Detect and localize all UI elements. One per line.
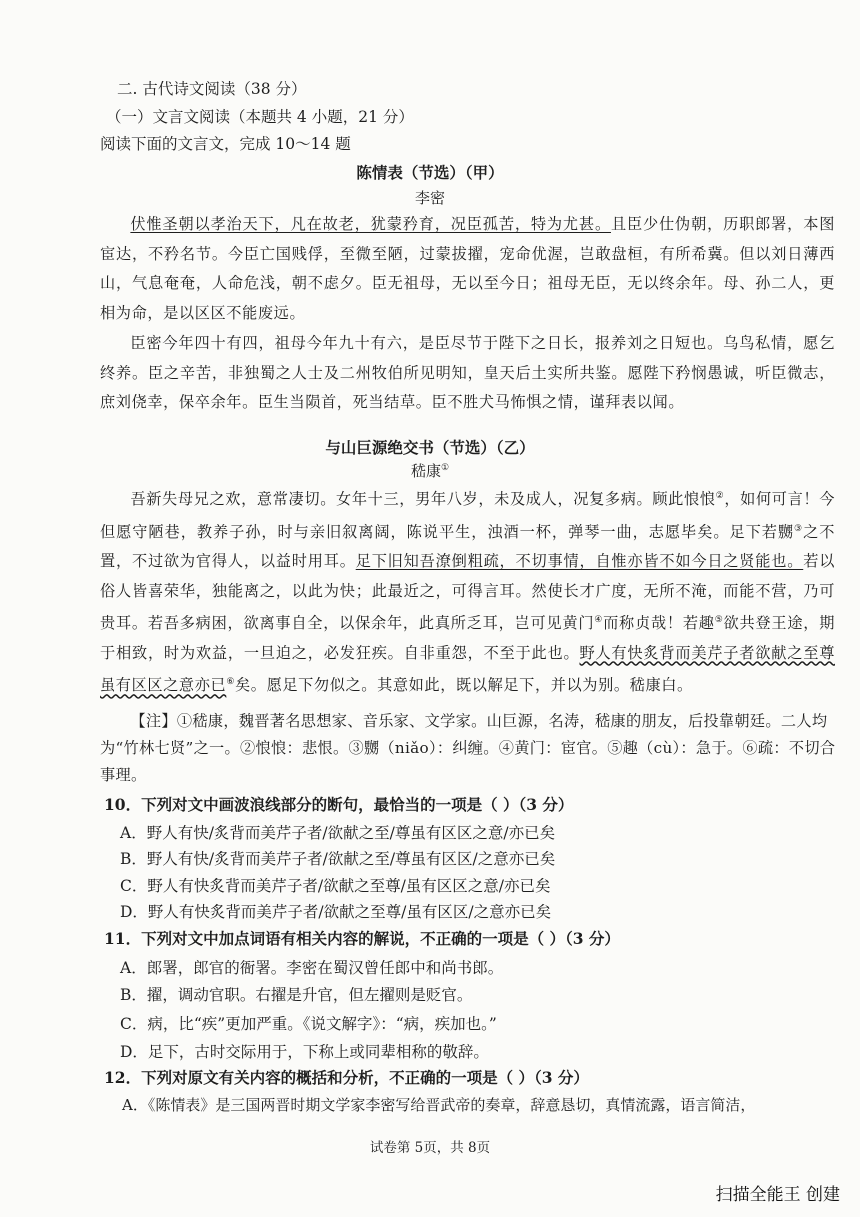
text-b-segment: 若以俗人皆喜荣华，独能离之，以此为快；此最近之，可得言耳。然使长才广度，无所不淹，而能不营，乃可贵耳。若吾多病困，欲离事自全，以保余年，此真所乏耳，岂可见黄门 <box>100 552 835 633</box>
text-b-title: 与山巨源绝交书（节选）（乙） <box>325 438 535 457</box>
scanner-watermark: 扫描全能王 创建 <box>715 1185 840 1205</box>
text-b-wavy-sentence: 野人有快炙背而美芹子者欲献之至尊虽有区区之意亦已 <box>100 643 835 695</box>
text-b-paragraph <box>100 482 835 701</box>
question-12-option-a: A．《陈情表》是三国两晋时期文学家李密写给晋武帝的奏章，辞意恳切，真情流露，语言简洁， <box>122 1096 756 1114</box>
question-10-option: C．野人有快炙背而美芹子者/欲献之至尊/虽有区区之意/亦已矣 <box>120 877 551 895</box>
question-11-option: C．病，比“疾”更加严重。《说文解字》：“病，疾加也。” <box>120 1015 497 1033</box>
section-subheading: （一）文言文阅读（本题共 4 小题，21 分） <box>106 108 414 126</box>
note-ref-5: ⑤ <box>714 615 724 626</box>
text-b-segment: 矣。 <box>234 676 267 695</box>
question-10-option: A．野人有快/炙背而美芹子者/欲献之至/尊虽有区区之意/亦已矣 <box>120 824 556 842</box>
text-a-title: 陈情表（节选）（甲） <box>356 163 504 182</box>
text-b-segment: 之不置，不过欲为官得人，以益时用耳。 <box>100 522 835 571</box>
question-10-option: D．野人有快炙背而美芹子者/欲献之至尊/虽有区区/之意亦已矣 <box>120 903 552 921</box>
text-b-underlined-sentence: 足下旧知吾潦倒粗疏，不切事情，自惟亦皆不如今日之贤能也。 <box>355 552 804 571</box>
question-11-option: B．擢，调动官职。右擢是升官，但左擢则是贬官。 <box>120 986 473 1004</box>
question-11-option: A．郎署，郎官的衙署。李密在蜀汉曾任郎中和尚书郎。 <box>120 959 504 977</box>
section-heading: 二. 古代诗文阅读（38 分） <box>117 80 307 98</box>
text-b-segment: 欲共登王途，期于相致，时为欢益，一旦迫之，必发狂疾。自非重怨，不至于此也。 <box>100 614 835 662</box>
text-a-paragraph-1 <box>100 210 835 328</box>
text-b-segment: 吾新失母兄之欢，意常凄切。女年十三，男年八岁，未及成人，况复多病。顾此悢悢 <box>130 490 716 509</box>
note-ref-2: ② <box>715 491 725 501</box>
text-b-segment: 而称贞哉！若趣 <box>603 614 715 633</box>
reading-instruction: 阅读下面的文言文，完成 10～14 题 <box>100 135 351 153</box>
note-ref-3: ③ <box>794 523 804 534</box>
text-a-author: 李密 <box>414 189 445 207</box>
question-11-stem: 11．下列对文中加点词语有相关内容的解说，不正确的一项是（ ）（3 分） <box>104 929 620 948</box>
note-ref-4: ④ <box>594 615 604 626</box>
text-b-author-name: 嵇康 <box>410 462 441 480</box>
text-b-author <box>0 464 860 479</box>
text-b-segment: ，如何可言！今但愿守陋巷，教养子孙，时与亲旧叙离阔，陈说平生，浊酒一杯，弹琴一曲，志愿毕矣。足下若嬲 <box>100 490 835 541</box>
annotations: 【注】①嵇康，魏晋著名思想家、音乐家、文学家。山巨源，名涛，嵇康的朋友，后投靠朝廷。二人均为“竹林七贤”之一。②悢悢：悲恨。③嬲（niǎo）：纠缠。④黄门：宦官。⑤趣（cù）：急于。⑥疏：不切合事理。 <box>100 712 836 784</box>
question-10-stem: 10．下列对文中画波浪线部分的断句，最恰当的一项是（ ）（3 分） <box>104 795 574 814</box>
text-b-segment: 愿足下勿似之。其意如此，既以解足下，并以为别。嵇康白。 <box>266 676 693 695</box>
question-11-option: D．足下，古时交际用于，下称上或同辈相称的敬辞。 <box>120 1043 489 1061</box>
text-a-paragraph-1-rest: 且臣少仕伪朝，历职郎署，本图宦达，不矜名节。今臣亡国贱俘，至微至陋，过蒙拔擢，宠命优渥，岂敢盘桓，有所希冀。但以刘日薄西山，气息奄奄，人命危浅，朝不虑夕。臣无祖母，无以至今日；祖母无臣，无以终余年。母、孙二人，更相为命，是以区区不能废远。 <box>100 215 836 322</box>
text-a-paragraph-2: 臣密今年四十有四，祖母今年九十有六，是臣尽节于陛下之日长，报养刘之日短也。乌鸟私情，愿乞终养。臣之辛苦，非独蜀之人士及二州牧伯所见明知，皇天后土实所共鉴。愿陛下矜悯愚诚，听臣微志，庶刘侥幸，保卒余年。臣生当陨首，死当结草。臣不胜犬马怖惧之情，谨拜表以闻。 <box>100 334 835 411</box>
note-ref-1: ① <box>440 463 450 473</box>
question-12-stem: 12．下列对原文有关内容的概括和分析，不正确的一项是（ ）（3 分） <box>104 1068 589 1087</box>
text-a-underlined-sentence: 伏惟圣朝以孝治天下，凡在故老，犹蒙矜育，况臣孤苦，特为尤甚。 <box>130 215 611 233</box>
page-footer: 试卷第 5页，共 8页 <box>369 1140 491 1156</box>
note-ref-6: ⑥ <box>226 677 235 688</box>
question-10-option: B．野人有快/炙背而美芹子者/欲献之至/尊虽有区区/之意亦已矣 <box>120 850 556 868</box>
